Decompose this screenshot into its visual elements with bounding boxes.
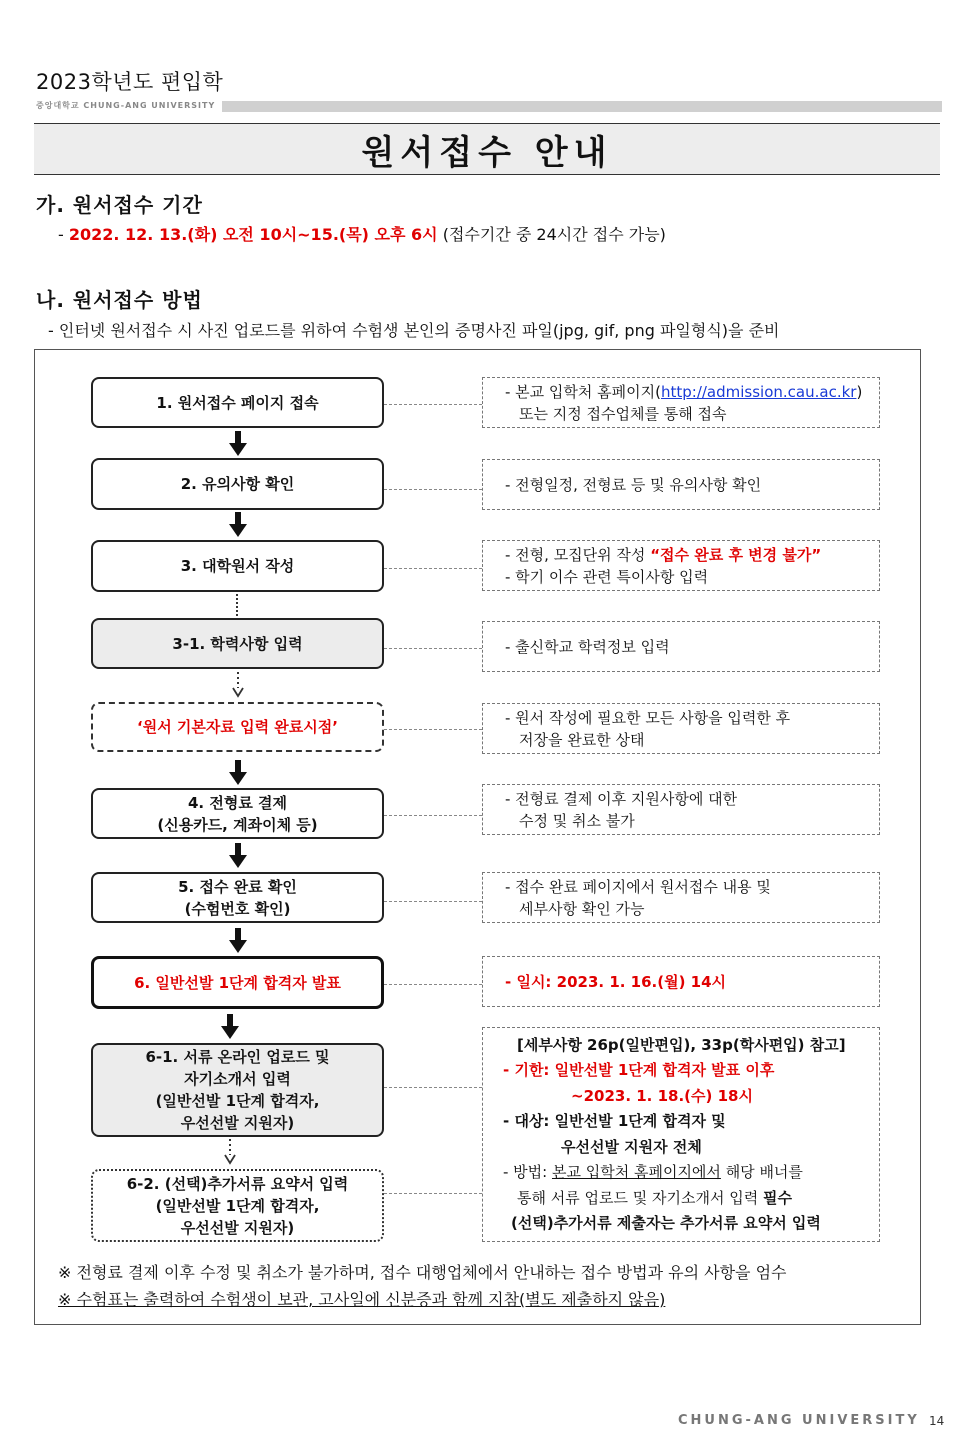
connector-6 <box>384 984 482 985</box>
step-6-label: 6. 일반선발 1단계 합격자 발표 <box>134 973 341 992</box>
period-dates: 2022. 12. 13.(화) 오전 10시~15.(목) 오후 6시 <box>68 225 438 244</box>
note-1-prefix: - 본교 입학처 홈페이지( <box>505 382 661 401</box>
note-5-line-1: - 접수 완료 페이지에서 원서접수 내용 및 <box>505 877 771 896</box>
period-note: (접수기간 중 24시간 접수 가능) <box>437 225 666 244</box>
footer-note-2: ※ 수험표는 출력하여 수험생이 보관, 고사일에 신분증과 함께 지참(별도 제출하지 않음) <box>58 1290 666 1309</box>
step-6-2-label-1: 6-2. (선택)추가서류 요약서 입력 <box>126 1174 349 1193</box>
arrow-down-icon <box>228 843 248 869</box>
note-6-1-method-2 <box>503 1186 879 1212</box>
page-number: 14 <box>929 1414 945 1428</box>
step-6-1-label-2: 자기소개서 입력 <box>184 1070 291 1088</box>
footer-note-1: ※ 전형료 결제 이후 수정 및 취소가 불가하며, 접수 대행업체에서 안내하는 접수 방법과 유의 사항을 엄수 <box>58 1263 787 1282</box>
note-basic-line-2: 저장을 완료한 상태 <box>519 730 645 749</box>
step-2-box <box>91 458 384 510</box>
note-3-warning: “접수 완료 후 변경 불가” <box>650 545 822 564</box>
arrow-down-icon <box>220 1014 240 1040</box>
section-a-heading: 가. 원서접수 기간 <box>36 193 203 217</box>
note-4-line-1: - 전형료 결제 이후 지원사항에 대한 <box>505 789 738 808</box>
university-logo: 중앙대학교 CHUNG-ANG UNIVERSITY <box>36 101 216 110</box>
arrow-down-icon <box>228 431 248 457</box>
note-6-1-method-1 <box>503 1160 879 1186</box>
note-basic-line-1: - 원서 작성에 필요한 모든 사항을 입력한 후 <box>505 708 791 727</box>
note-6-1-method-prefix: - 방법: <box>503 1163 552 1181</box>
step-3-1-box <box>91 618 384 669</box>
note-6-1-method-homepage: 본교 입학처 홈페이지에서 <box>551 1163 721 1181</box>
header-year-title: 2023학년도 편입학 <box>36 70 224 94</box>
step-6-1-label-1: 6-1. 서류 온라인 업로드 및 <box>145 1048 330 1066</box>
step-6-2-label-2: (일반선발 1단계 합격자, <box>155 1196 320 1215</box>
note-6-1-deadline-2: ~2023. 1. 18.(수) 18시 <box>571 1086 753 1105</box>
note-3-prefix: - 전형, 모집단위 작성 <box>505 545 651 564</box>
arrow-down-icon <box>228 928 248 954</box>
connector-basic <box>384 729 482 730</box>
dotted-arrow-down-icon <box>220 1139 240 1165</box>
note-6-1 <box>482 1027 880 1242</box>
step-3-box <box>91 540 384 592</box>
note-2-line-1: - 전형일정, 전형료 등 및 유의사항 확인 <box>505 475 762 494</box>
step-5-box <box>91 872 384 923</box>
note-6-line-1: - 일시: 2023. 1. 16.(월) 14시 <box>505 972 727 991</box>
note-3-1-line-1: - 출신학교 학력정보 입력 <box>505 637 670 656</box>
note-4-line-2: 수정 및 취소 불가 <box>519 811 635 830</box>
note-3-line-1 <box>505 544 879 566</box>
note-1-line-2: 또는 지정 접수업체를 통해 접속 <box>519 404 727 423</box>
note-1-line-1 <box>505 381 879 403</box>
note-6-1-deadline-1: - 기한: 일반선발 1단계 합격자 발표 이후 <box>503 1061 775 1079</box>
note-6-1-target-2: 우선선발 지원자 전체 <box>561 1137 702 1156</box>
note-6-1-required: 필수 <box>762 1188 792 1207</box>
step-6-2-label-3: 우선선발 지원자) <box>180 1218 295 1237</box>
note-5 <box>482 872 880 923</box>
note-1 <box>482 377 880 428</box>
arrow-down-icon <box>228 760 248 786</box>
section-b-heading: 나. 원서접수 방법 <box>36 288 203 312</box>
step-4-label-1: 4. 전형료 결제 <box>187 793 288 812</box>
arrow-down-icon <box>228 512 248 538</box>
section-b-description: - 인터넷 원서접수 시 사진 업로드를 위하여 수험생 본인의 증명사진 파일(jpg, gif, png 파일형식)을 준비 <box>48 321 780 340</box>
note-1-suffix: ) <box>856 382 863 401</box>
basic-data-complete-box <box>91 702 384 752</box>
step-6-1-box <box>91 1043 384 1137</box>
step-2-label: 2. 유의사항 확인 <box>180 475 295 493</box>
note-6-1-target-1: - 대상: 일반선발 1단계 합격자 및 <box>503 1112 726 1130</box>
note-6-1-method-suffix: 해당 배너를 <box>720 1163 803 1181</box>
connector-2 <box>384 489 482 490</box>
step-6-1-label-4: 우선선발 지원자) <box>180 1114 295 1132</box>
page-title: 원서접수 안내 <box>34 123 940 175</box>
step-3-label: 3. 대학원서 작성 <box>180 557 295 575</box>
step-1-box <box>91 377 384 428</box>
connector-1 <box>384 404 482 405</box>
admission-link[interactable]: http://admission.cau.ac.kr <box>660 382 857 401</box>
connector-4 <box>384 815 482 816</box>
connector-3-1 <box>384 648 482 649</box>
step-5-label-2: (수험번호 확인) <box>184 899 291 918</box>
connector-6-2 <box>384 1193 482 1194</box>
basic-data-complete-label: ‘원서 기본자료 입력 완료시점’ <box>137 718 338 736</box>
connector-6-1 <box>384 1087 482 1088</box>
note-3 <box>482 540 880 591</box>
step-5-label-1: 5. 접수 완료 확인 <box>178 877 297 896</box>
step-1-label: 1. 원서접수 페이지 접속 <box>156 393 319 412</box>
note-5-line-2: 세부사항 확인 가능 <box>519 899 645 918</box>
step-6-2-box <box>91 1169 384 1242</box>
note-2 <box>482 459 880 510</box>
note-6-1-reference: [세부사항 26p(일반편입), 33p(학사편입) 참고] <box>517 1035 846 1054</box>
step-6-box <box>91 956 384 1009</box>
application-period <box>58 222 666 245</box>
step-3-1-label: 3-1. 학력사항 입력 <box>172 634 303 653</box>
header-divider-bar <box>222 101 942 112</box>
connector-3 <box>384 568 482 569</box>
note-3-line-2: - 학기 이수 관련 특이사항 입력 <box>505 567 709 586</box>
dotted-arrow-down-icon <box>228 672 248 698</box>
note-4 <box>482 784 880 835</box>
note-3-1 <box>482 621 880 672</box>
note-6-1-method-3: (선택)추가서류 제출자는 추가서류 요약서 입력 <box>511 1214 821 1232</box>
footer-brand: CHUNG-ANG UNIVERSITY <box>678 1413 920 1428</box>
dotted-connector <box>236 594 238 616</box>
note-basic <box>482 703 880 754</box>
step-6-1-label-3: (일반선발 1단계 합격자, <box>155 1092 320 1110</box>
note-6-1-method-2-text: 통해 서류 업로드 및 자기소개서 입력 <box>517 1188 763 1207</box>
note-6 <box>482 956 880 1007</box>
period-bullet: - <box>58 225 69 244</box>
step-4-label-2: (신용카드, 계좌이체 등) <box>157 815 318 834</box>
step-4-box <box>91 788 384 839</box>
connector-5 <box>384 901 482 902</box>
